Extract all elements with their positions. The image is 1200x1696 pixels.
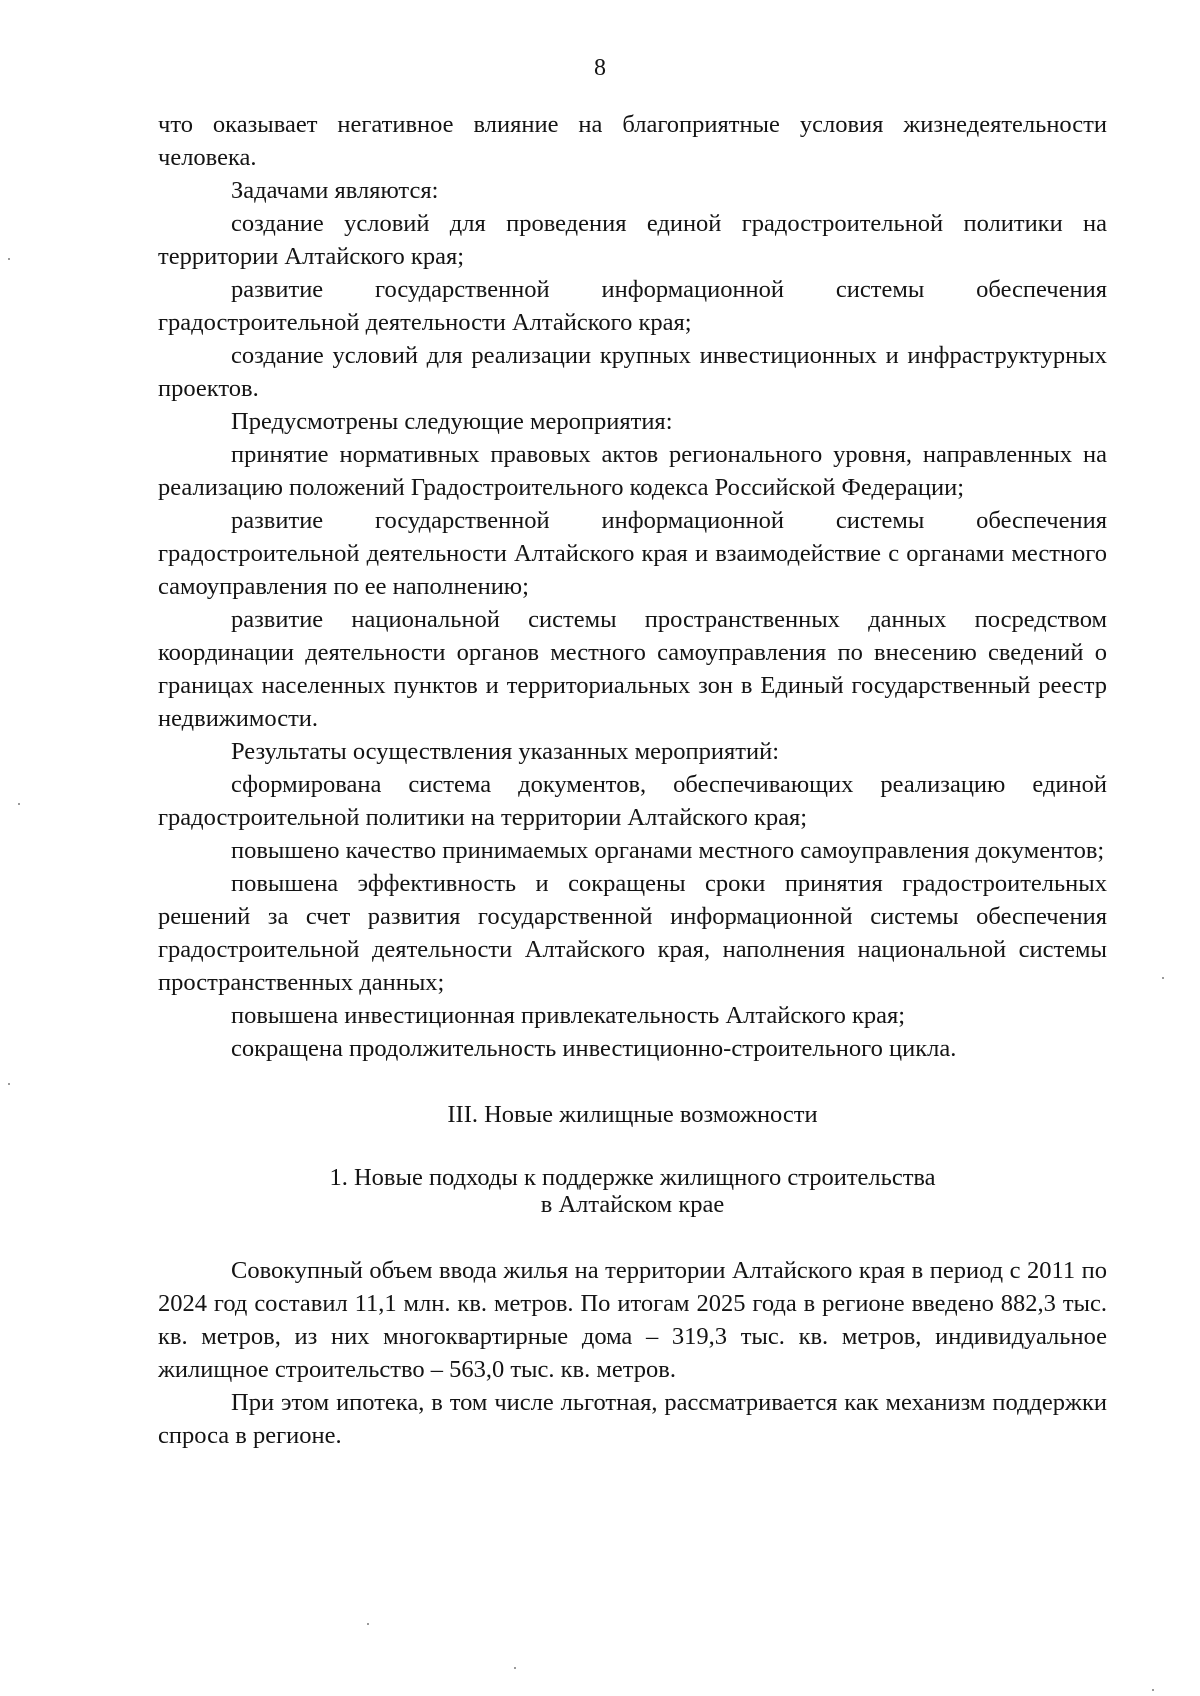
document-body <box>158 108 1107 1452</box>
paragraph-mortgage: При этом ипотека, в том числе льготная, рассматривается как механизм поддержки спроса в регионе. <box>158 1389 1107 1449</box>
paragraph-task-1: создание условий для проведения единой градостроительной политики на территории Алтайского края; <box>158 210 1107 270</box>
paragraph-task-3: создание условий для реализации крупных инвестиционных и инфраструктурных проектов. <box>158 342 1107 402</box>
paragraph-0: что оказывает негативное влияние на благоприятные условия жизнедеятельности человека. <box>158 111 1107 171</box>
paragraph-housing-volume: Совокупный объем ввода жилья на территории Алтайского края в период с 2011 по 2024 год составил 11,1 млн. кв. метров. По итогам 2025 года в регионе введено 882,3 тыс. кв. метров, из них многоквартирные дома – 319,3 тыс. кв. метров, индивидуальное жилищное строительство – 563,0 тыс. кв. метров. <box>158 1257 1107 1383</box>
paragraph-result-3: повышена эффективность и сокращены сроки принятия градостроительных решений за счет развития государственной информационной системы обеспечения градостроительной деятельности Алтайского края, наполнения национальной системы пространственных данных; <box>158 870 1107 996</box>
paragraph-measure-1: принятие нормативных правовых актов регионального уровня, направленных на реализацию положений Градостроительного кодекса Российской Федерации; <box>158 441 1107 501</box>
paragraph-tasks-intro: Задачами являются: <box>231 177 439 204</box>
paragraph-result-5: сокращена продолжительность инвестиционно-строительного цикла. <box>231 1035 957 1062</box>
section-heading: III. Новые жилищные возможности <box>447 1101 818 1128</box>
paragraph-measure-3: развитие национальной системы пространственных данных посредством координации деятельности органов местного самоуправления по внесению сведений о границах населенных пунктов и территориальных зон в Единый государственный реестр недвижимости. <box>158 606 1107 732</box>
scan-speck <box>367 1623 369 1625</box>
paragraph-result-4: повышена инвестиционная привлекательность Алтайского края; <box>231 1002 906 1029</box>
paragraph-measure-2: развитие государственной информационной системы обеспечения градостроительной деятельности Алтайского края и взаимодействие с органами местного самоуправления по ее наполнению; <box>158 507 1107 600</box>
scan-speck <box>1162 977 1164 979</box>
page-number: 8 <box>594 55 606 81</box>
paragraph-results-intro: Результаты осуществления указанных мероприятий: <box>231 738 779 765</box>
scan-speck <box>1152 1689 1154 1691</box>
scan-speck <box>18 803 20 805</box>
scan-speck <box>8 258 10 260</box>
subsection-heading-line-1: 1. Новые подходы к поддержке жилищного строительства <box>329 1164 936 1191</box>
paragraph-result-2: повышено качество принимаемых органами местного самоуправления документов; <box>231 837 1105 864</box>
scan-speck <box>514 1667 516 1669</box>
paragraph-measures-intro: Предусмотрены следующие мероприятия: <box>231 408 673 435</box>
paragraph-task-2: развитие государственной информационной системы обеспечения градостроительной деятельности Алтайского края; <box>158 276 1107 336</box>
paragraph-result-1: сформирована система документов, обеспечивающих реализацию единой градостроительной политики на территории Алтайского края; <box>158 771 1107 831</box>
subsection-heading-line-2: в Алтайском крае <box>540 1191 725 1218</box>
scan-speck <box>8 1083 10 1085</box>
